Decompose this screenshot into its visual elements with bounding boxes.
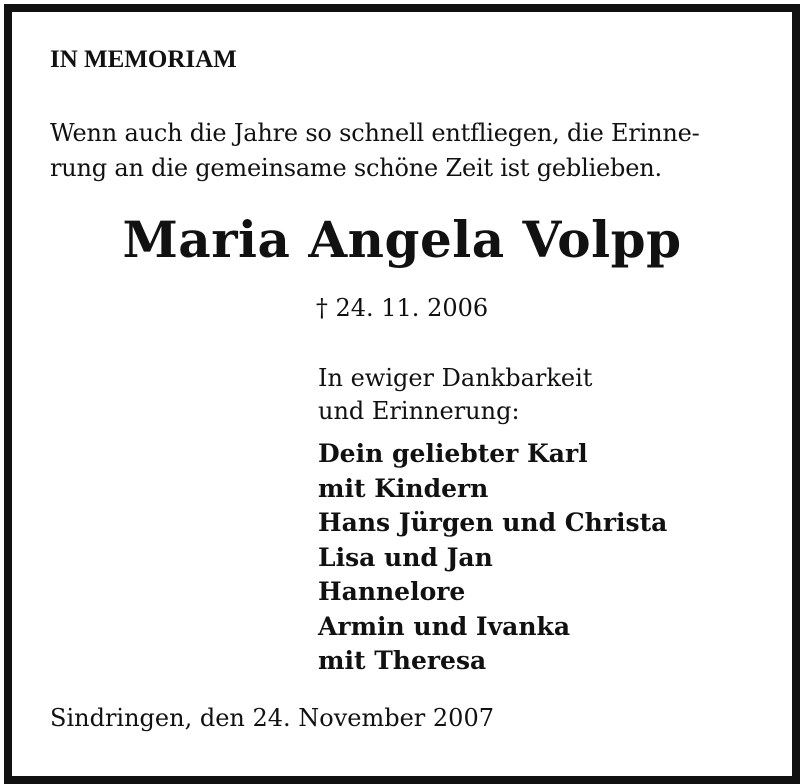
family-list [318,437,667,679]
quote-line: rung an die gemeinsame schöne Zeit ist geblieben. [50,154,662,182]
notice-heading: IN MEMORIAM [50,46,237,73]
thanks-line: und Erinnerung: [318,397,520,425]
family-line: Lisa und Jan [318,542,493,572]
place-and-date: Sindringen, den 24. November 2007 [50,704,494,732]
family-line: Hans Jürgen und Christa [318,508,668,537]
memorial-notice [4,4,800,784]
memorial-quote [50,116,770,186]
family-line: mit Theresa [318,646,487,675]
family-line: Armin und Ivanka [318,611,571,641]
family-line: Hannelore [318,577,466,606]
family-line: Dein geliebter Karl [318,439,588,468]
family-line: mit Kindern [318,473,489,503]
death-date: † 24. 11. 2006 [315,294,489,322]
quote-line: Wenn auch die Jahre so schnell entfliegen, die Erinne- [50,119,700,147]
thanks-text [318,362,592,428]
deceased-name: Maria Angela Volpp [122,210,682,269]
thanks-line: In ewiger Dankbarkeit [318,364,593,392]
